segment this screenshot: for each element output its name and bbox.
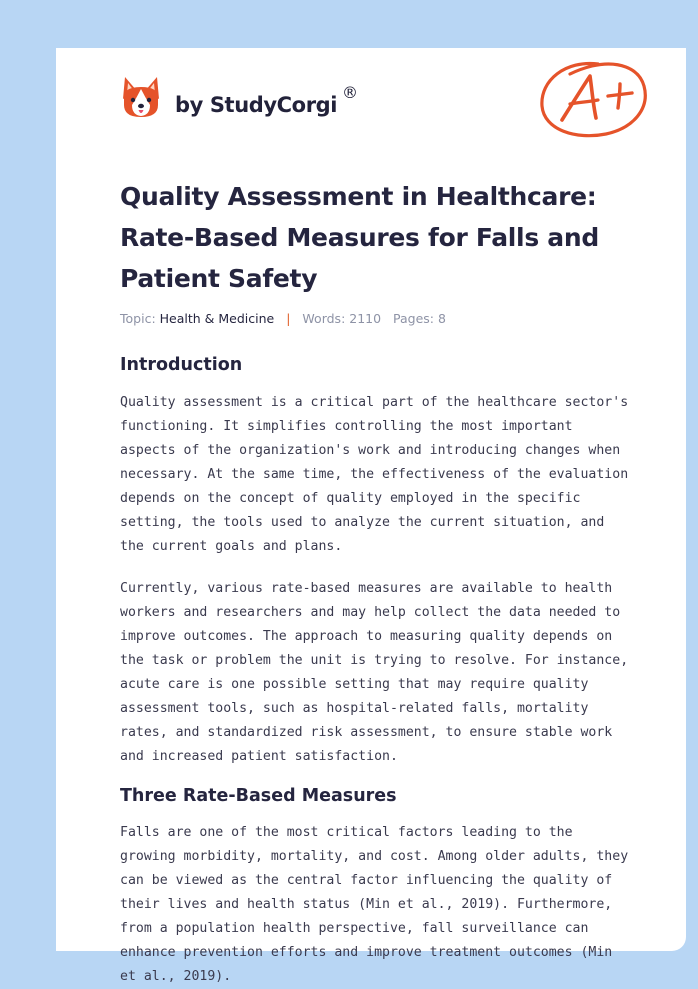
paragraph: Quality assessment is a critical part of the healthcare sector's functioning. It simplifies controlling the most important aspects of the organization's work and introducing changes when necessary. At the same time, the effectiveness of the evaluation depends on the concept of quality employed in the specific setting, the tools used to analyze the current situation, and the current goals and plans. (120, 395, 629, 554)
pages-label: Pages: (393, 311, 434, 326)
page-title: Quality Assessment in Healthcare: Rate-Based Measures for Falls and Patient Safety (120, 182, 599, 293)
brand-name: by StudyCorgi (175, 93, 338, 117)
meta-separator: | (286, 311, 291, 326)
pages-count: 8 (437, 311, 446, 326)
topic-link[interactable]: Health & Medicine (159, 311, 275, 326)
document-page (56, 48, 686, 984)
header (56, 48, 686, 148)
document-body (120, 353, 632, 989)
document-meta (120, 310, 446, 328)
paragraph: Currently, various rate-based measures are available to health workers and researchers and may help collect the data needed to improve outcomes. The approach to measuring quality depends on the task or problem the unit is trying to resolve. For instance, acute care is one possible setting that may require quality assessment tools, such as hospital-related falls, mortality rates, and standardized risk assessment, to ensure stable work and increased patient satisfaction. (120, 581, 629, 764)
paragraph: Falls are one of the most critical factors leading to the growing morbidity, mortality, and cost. Among older adults, they can be viewed as the central factor influencing the quality of their lives and health status (Min et al., 2019). Furthermore, from a population health perspective, fall surveillance can enhance prevention efforts and improve treatment outcomes (Min et al., 2019). (120, 825, 629, 984)
section-heading-introduction: Introduction (120, 355, 243, 375)
registered-mark: ® (342, 83, 358, 102)
corgi-logo-icon (120, 75, 162, 121)
a-plus-grade-badge (536, 58, 652, 142)
words-count: 2110 (349, 311, 382, 326)
section-heading-three-rate-based-measures: Three Rate-Based Measures (120, 786, 397, 806)
studycorgi-logo[interactable] (120, 75, 365, 125)
topic-label: Topic: (120, 311, 156, 326)
words-label: Words: (302, 311, 346, 326)
